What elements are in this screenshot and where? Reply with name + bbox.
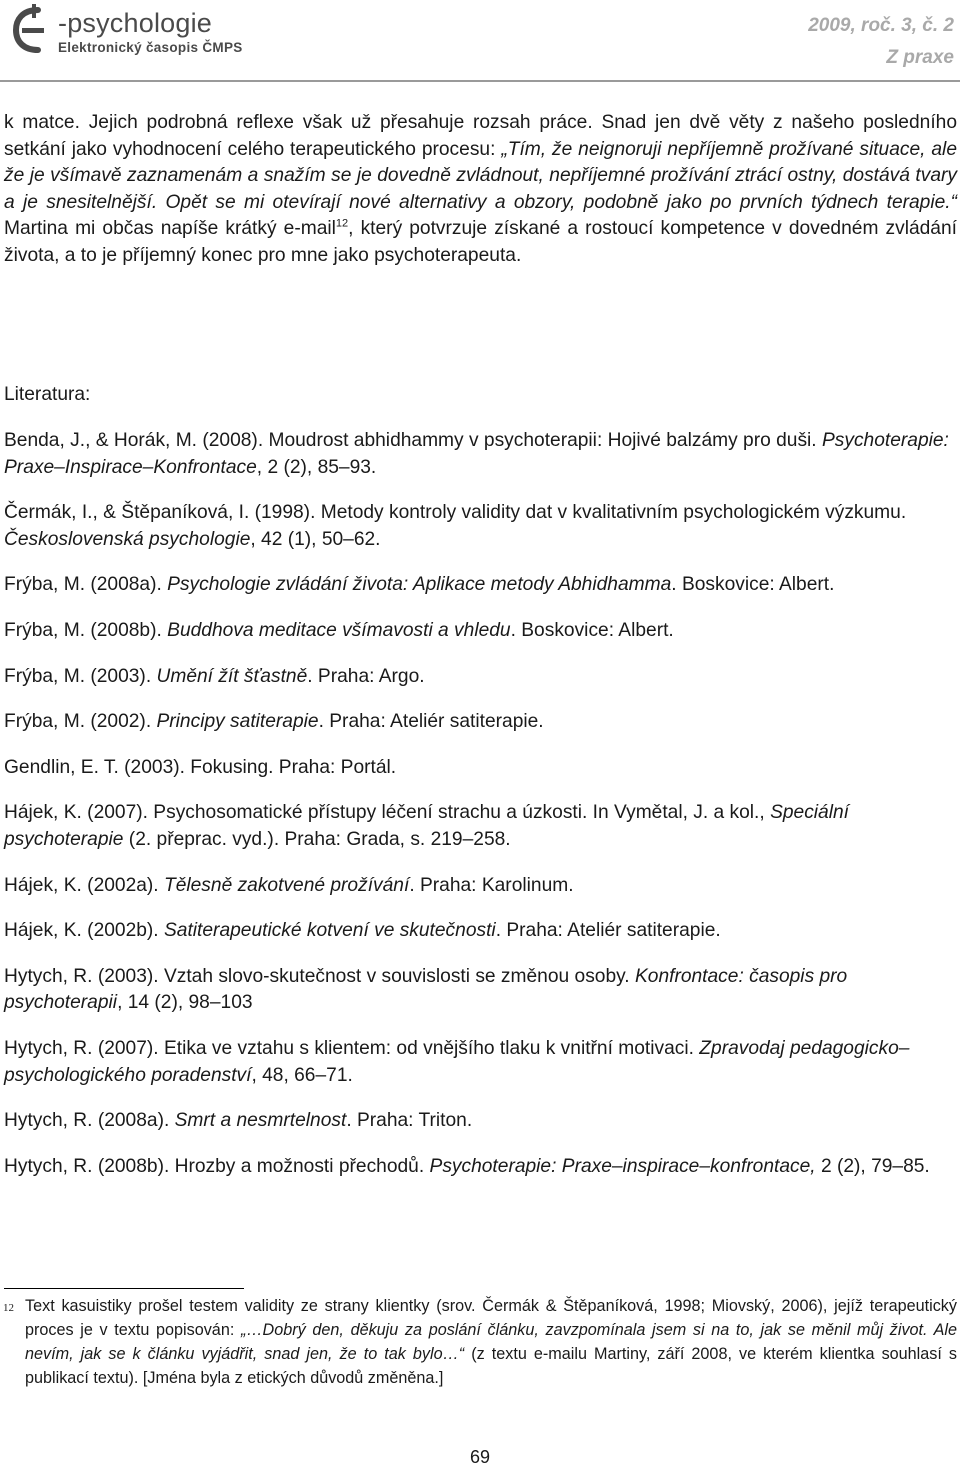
logo-subtitle: Elektronický časopis ČMPS xyxy=(58,40,243,55)
body-text xyxy=(4,110,957,270)
header-divider xyxy=(0,80,960,82)
reference-item: Hytych, R. (2008a). Smrt a nesmrtelnost. Praha: Triton. xyxy=(4,1110,473,1132)
reference-item: Frýba, M. (2008a). Psychologie zvládání života: Aplikace metody Abhidhamma. Boskovice: Albert. xyxy=(4,574,835,596)
footnote: 12 Text kasuistiky prošel testem validity ze strany klientky (srov. Čermák & Štěpaníková, 1998; Miovský, 2006), jejíž terapeutický proces je v textu popisován: „…Dobrý den, děkuju za poslání článku, zavzpomínala jsem si na to, jak se měnil můj život. Ale nevím, jak se k článku vyjádřit, snad jen, že to tak bylo…“ (z textu e-mailu Martiny, září 2008, ve kterém klientka souhlasí s publikací textu). [Jména byla z etických důvodů změněna.] xyxy=(3,1297,957,1387)
journal-logo xyxy=(8,4,298,62)
reference-title: Psychologie zvládání života: Aplikace metody Abhidhamma xyxy=(167,574,672,596)
reference-title: Umění žít šťastně xyxy=(156,665,308,687)
reference-title: Satiterapeutické kotvení ve skutečnosti xyxy=(163,920,496,942)
section-label: Z praxe xyxy=(886,47,954,68)
reference-item: Hájek, K. (2007). Psychosomatické přístupy léčení strachu a úzkosti. In Vymětal, J. a kol., Speciální psychoterapie (2. přeprac. vyd.). Praha: Grada, s. 219–258. xyxy=(4,802,849,850)
reference-title: Zpravodaj pedagogicko–psychologického poradenství xyxy=(4,1037,910,1086)
logo-title: -psychologie xyxy=(58,8,212,38)
journal-info xyxy=(808,10,954,74)
reference-title: Buddhova meditace všímavosti a vhledu xyxy=(167,619,511,641)
reference-item: Gendlin, E. T. (2003). Fokusing. Praha: Portál. xyxy=(4,756,397,778)
issue-label: 2009, roč. 3, č. 2 xyxy=(808,15,954,36)
reference-title: Smrt a nesmrtelnost xyxy=(174,1110,347,1132)
reference-title: Speciální psychoterapie xyxy=(4,802,849,850)
literature-heading: Literatura: xyxy=(4,384,91,405)
footnote-quote: „…Dobrý den, děkuju za poslání článku, zavzpomínala jsem si na to, jak se měnil můj život. Ale nevím, jak se k článku vyjádřit, snad jen, že to tak bylo…“ xyxy=(25,1321,957,1363)
footnote-ref[interactable]: 12 xyxy=(335,217,349,230)
reference-item: Frýba, M. (2003). Umění žít šťastně. Praha: Argo. xyxy=(4,665,425,687)
footnote-divider xyxy=(4,1288,244,1289)
logo-icon xyxy=(8,4,56,60)
reference-item: Hytych, R. (2008b). Hrozby a možnosti přechodů. Psychoterapie: Praxe–inspirace–konfrontace, 2 (2), 79–85. xyxy=(4,1155,930,1177)
reference-title: Tělesně zakotvené prožívání xyxy=(163,874,410,896)
footnote-mark: 12 xyxy=(3,1302,14,1314)
reference-title: Psychoterapie: Praxe–Inspirace–Konfrontace xyxy=(4,430,949,478)
reference-title: Psychoterapie: Praxe–inspirace–konfrontace, xyxy=(429,1155,816,1177)
reference-item: Čermák, I., & Štěpaníková, I. (1998). Metody kontroly validity dat v kvalitativním psychologickém výzkumu. Československá psychologie, 42 (1), 50–62. xyxy=(4,502,907,550)
reference-list xyxy=(4,428,957,1199)
reference-item: Benda, J., & Horák, M. (2008). Moudrost abhidhammy v psychoterapii: Hojivé balzámy pro duši. Psychoterapie: Praxe–Inspirace–Konfrontace, 2 (2), 85–93. xyxy=(4,430,949,478)
reference-item: Hytych, R. (2003). Vztah slovo-skutečnost v souvislosti se změnou osoby. Konfrontace: časopis pro psychoterapii, 14 (2), 98–103 xyxy=(4,965,848,1014)
reference-item: Hájek, K. (2002b). Satiterapeutické kotvení ve skutečnosti. Praha: Ateliér satiterapie. xyxy=(4,920,721,942)
client-quote: „Tím, že neignoruji nepříjemně prožívané situace, ale že je všímavě zaznamenám a snažím se je dovedně zvládnout, nepříjemné prožívání ztrácí ostny, dostává tvary a je snesitelnější. Opět se mi otevírají nové alternativy a obzory, podobně jako po prvních týdnech terapie.“ xyxy=(4,138,957,213)
reference-item: Frýba, M. (2002). Principy satiterapie. Praha: Ateliér satiterapie. xyxy=(4,711,544,733)
reference-item: Hytych, R. (2007). Etika ve vztahu s klientem: od vnějšího tlaku k vnitřní motivaci. Zpravodaj pedagogicko–psychologického poradenství, 48, 66–71. xyxy=(4,1037,910,1086)
reference-item: Hájek, K. (2002a). Tělesně zakotvené prožívání. Praha: Karolinum. xyxy=(4,874,574,896)
reference-item: Frýba, M. (2008b). Buddhova meditace všímavosti a vhledu. Boskovice: Albert. xyxy=(4,619,674,641)
page-header xyxy=(0,0,960,82)
body-paragraph: k matce. Jejich podrobná reflexe však už přesahuje rozsah práce. Snad jen dvě věty z našeho posledního setkání jako vyhodnocení celého terapeutického procesu: „Tím, že neignoruji nepříjemně prožívané situace, ale že je všímavě zaznamenám a snažím se je dovedně zvládnout, nepříjemné prožívání ztrácí ostny, dostává tvary a je snesitelnější. Opět se mi otevírají nové alternativy a obzory, podobně jako po prvních týdnech terapie.“ Martina mi občas napíše krátký e-mail$^{12}$, který potvrzuje získané a rostoucí kompetence v dovedném zvládání života, a to je příjemný konec pro mne jako psychoterapeuta. xyxy=(4,112,957,266)
reference-title: Principy satiterapie xyxy=(156,711,319,733)
page-number: 69 xyxy=(469,1447,491,1467)
reference-title: Konfrontace: časopis pro psychoterapii xyxy=(4,965,848,1014)
reference-title: Československá psychologie xyxy=(4,528,251,550)
